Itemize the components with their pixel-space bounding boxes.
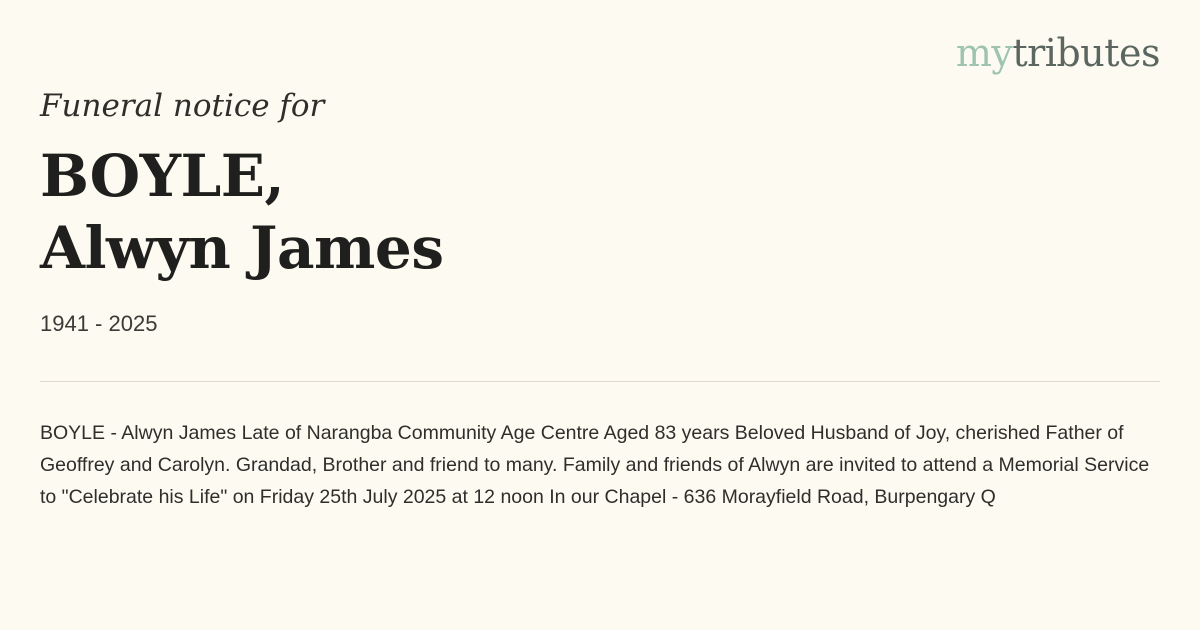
deceased-given-names: Alwyn James: [40, 214, 444, 283]
section-divider: [40, 381, 1160, 382]
life-years: 1941 - 2025: [40, 311, 158, 336]
deceased-surname: BOYLE,: [40, 142, 285, 211]
logo-text-tributes: tributes: [1012, 31, 1160, 75]
mytributes-logo[interactable]: [955, 31, 1160, 75]
logo-text-my: my: [955, 31, 1013, 75]
notice-kicker: Funeral notice for: [40, 88, 325, 124]
notice-body-text: BOYLE - Alwyn James Late of Narangba Community Age Centre Aged 83 years Beloved Husband of Joy, cherished Father of Geoffrey and Carolyn. Grandad, Brother and friend to many. Family and friends of Alwyn are invited to attend a Memorial Service to "Celebrate his Life" on Friday 25th July 2025 at 12 noon In our Chapel - 636 Morayfield Road, Burpengary Q: [40, 422, 1150, 508]
page-title: [40, 125, 1160, 285]
